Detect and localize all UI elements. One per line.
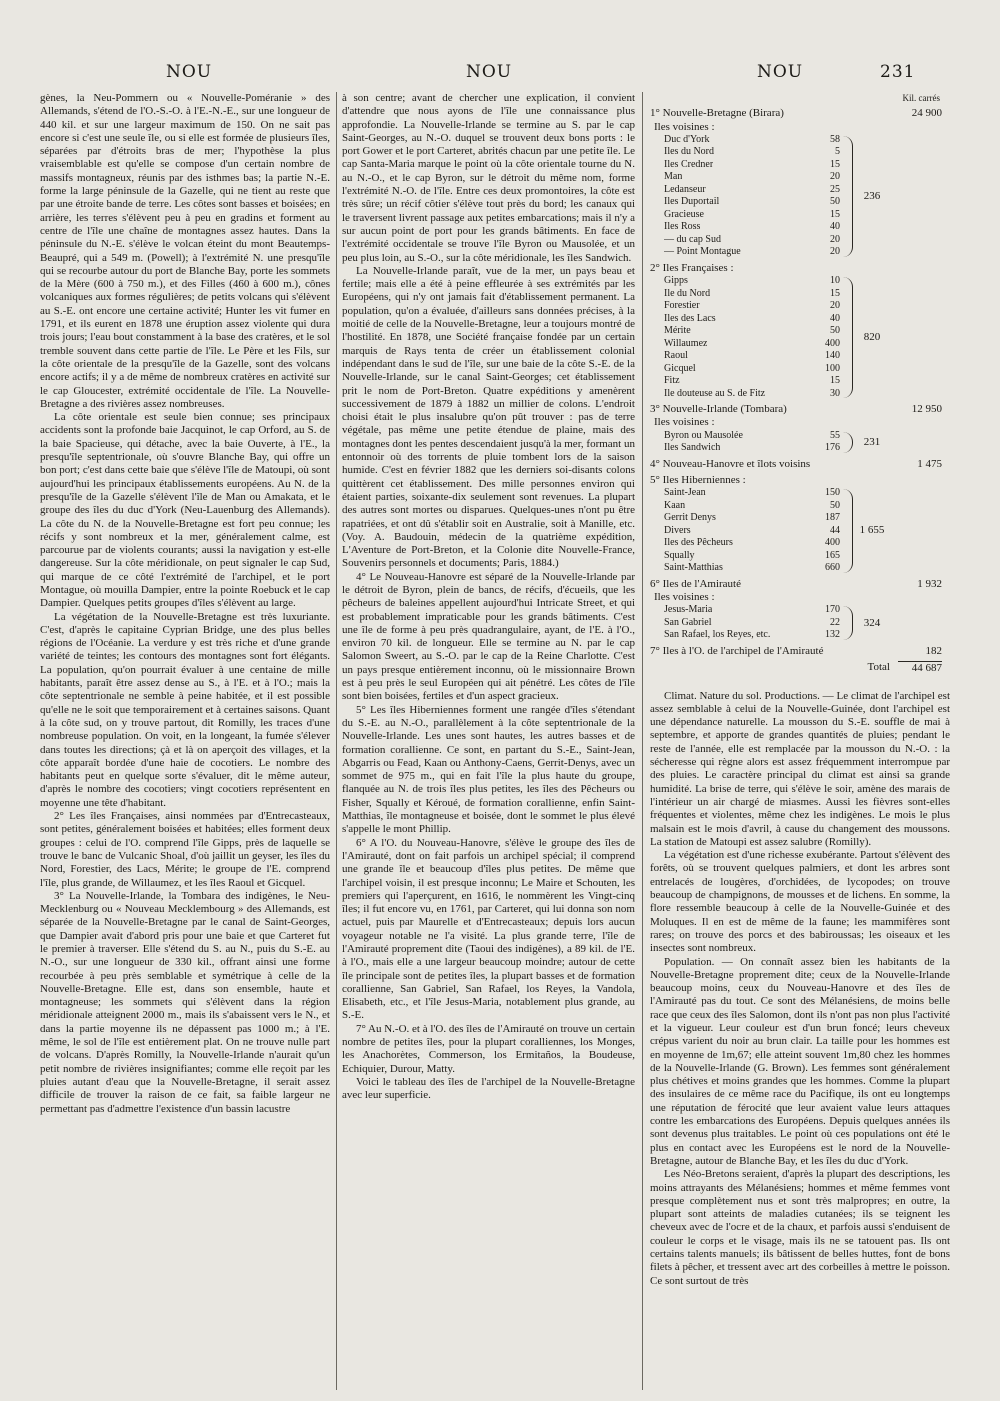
table-row-name: Mérite (664, 325, 691, 337)
table-row-value: 58 (830, 133, 840, 145)
table-row-value: 400 (825, 337, 840, 349)
text-column-3 (650, 92, 950, 1390)
table-row (664, 159, 840, 172)
table-row-name: Iles Sandwich (664, 442, 721, 454)
table-row (664, 196, 840, 209)
table-row-name: Raoul (664, 350, 688, 362)
table-row-value: 140 (825, 350, 840, 362)
table-row-name: Saint-Jean (664, 487, 706, 499)
table-row-value: 100 (825, 362, 840, 374)
table-row-value: 40 (830, 221, 840, 233)
table-row-value: 15 (830, 158, 840, 170)
table-row-name: Duc d'York (664, 133, 710, 145)
text-column-2 (342, 92, 635, 1390)
brace-mark (842, 136, 853, 257)
table-row-value: 660 (825, 562, 840, 574)
table-row-name: Ile douteuse au S. de Fitz (664, 387, 766, 399)
table-row-value: 5 (835, 146, 840, 158)
table-row-value: 50 (830, 325, 840, 337)
table-group-label: 4° Nouveau-Hanovre et îlots voisins (650, 457, 811, 470)
table-group-label: 3° Nouvelle-Irlande (Tombara) (650, 403, 787, 416)
table-group-label: 1° Nouvelle-Bretagne (Birara) (650, 107, 784, 120)
table-sublist (664, 134, 950, 259)
table-row-name: Gicquel (664, 362, 696, 374)
table-row (664, 184, 840, 197)
column-rule (642, 92, 643, 1390)
table-group-value: 182 (925, 644, 942, 657)
table-row (664, 246, 840, 259)
table-row (664, 325, 840, 338)
table-row-value: 20 (830, 171, 840, 183)
table-row-name: Iles des Lacs (664, 312, 716, 324)
text-column-1 (40, 92, 330, 1390)
paragraph: gènes, la Neu-Pommern ou « Nouvelle-Poméranie » des Allemands, s'étend de l'O.-S.-O. à l'E.-N.-E., sur une longueur de 440 kil. et sur une largeur maximum de 150. On ne sait pas encore si c'est une seule île, ou si elle est formée de plusieurs îles, séparées par d'étroits bras de mer; l'hypothèse la plus vraisemblable est qu'elle se compose d'un certain nombre de massifs montagneux, réunis par des isthmes bas; la partie N.-E. forme la large péninsule de la Gazelle, qui ne tient au reste que par une étroite bande de terre. Les côtes sont basses et boisées; en arrière, les terres s'élèvent peu à peu en gradins et forment au centre de l'île une chaîne de montagnes assez hautes. Dans la péninsule du N.-E. s'élève le volcan éteint du mont Beautemps-Beaupré, qui a 549 m. (Powell); à l'extrémité N. une presqu'île qui se recourbe autour du port de Blanche Bay, porte les sommets de la Mère (600 à 750 m.), et des Filles (460 à 600 m.), cônes volcaniques aux formes régulières; de petits volcans qui s'élèvent au S.-E. ont encore une certaine activité; Hunter les vit fumer en 1791, et ils eurent en 1878 une éruption assez violente qui dura trois jours; l'eau bout constamment à la base des cratères, et le sol tremble souvent dans cette partie de l'île. Le Père et les Fils, sur la côte orientale de la presqu'île de la Gazelle, sont des volcans encore actifs; il y a de même de nombreux cratères en activité sur le cap Gloucester, extrémité occidentale de l'île. La Nouvelle-Bretagne a des rivières assez nombreuses. (40, 92, 330, 410)
table-row-name: Iles des Pêcheurs (664, 537, 733, 549)
table-row-value: 165 (825, 549, 840, 561)
table-row-name: Fitz (664, 375, 680, 387)
table-subheader: Iles voisines : (654, 120, 715, 133)
table-row (664, 525, 840, 538)
table-group-value: 24 900 (911, 107, 942, 120)
table-row-value: 150 (825, 487, 840, 499)
table-row-name: Gerrit Denys (664, 512, 716, 524)
table-row-name: Man (664, 171, 683, 183)
table-row (664, 313, 840, 326)
table-row (664, 221, 840, 234)
table-row-value: 15 (830, 208, 840, 220)
table-group-value (898, 474, 942, 487)
table-groups (650, 107, 950, 658)
table-row (664, 562, 840, 575)
table-row-value: 40 (830, 312, 840, 324)
table-row-name: Willaumez (664, 337, 708, 349)
table-row-value: 187 (825, 512, 840, 524)
table-row (664, 134, 840, 147)
table-group (650, 578, 950, 642)
table-row-value: 20 (830, 300, 840, 312)
brace-mark (842, 432, 853, 453)
running-head-center: NOU (466, 62, 513, 82)
table-row-value: 50 (830, 499, 840, 511)
table-row-name: Saint-Matthias (664, 562, 723, 574)
paragraph: 6° A l'O. du Nouveau-Hanovre, s'élève le groupe des îles de l'Amirauté, dont on fait parfois un archipel spécial; il comprend une grande île et beaucoup d'îles plus petites. De même que l'archipel voisin, il est presque inconnu; Le Maire et Schouten, les premiers qui l'aperçurent, en 1616, le nommèrent les Vingt-cinq îles; il fut encore vu, en 1761, par Carteret, qui lui donna son nom actuel, puis par Maurelle et d'Entrecasteaux; depuis lors aucun voyageur notable ne l'a visité. La plus grande terre, l'île de l'Amirauté proprement dite (Taoui des indigènes), a 89 kil. de l'E. à l'O., mais elle a une largeur beaucoup moindre; autour de cette île principale sont de petites îles, la plupart basses et de formation corallienne, San Gabriel, San Rafael, los Reyes, la Vandola, Elisabeth, etc., et l'île Jesus-Maria, notablement plus grande, au S.-E. (342, 836, 635, 1022)
paragraph: Les Néo-Bretons seraient, d'après la plupart des descriptions, les moins attrayants des Mélanésiens; hommes et même femmes vont presque complètement nus et sont très malpropres; en outre, la plupart sont atteints de maladies cutanées; ils se teignent les cheveux avec de l'ocre et de la chaux, et parfois aussi s'enduisent de couleur le corps et le visage, mais ils ne se tatouent pas. Ils ont certains talents manuels; ils bâtissent de belles huttes, font de bons filets à pêcher, et tressent avec art des corbeilles à mettre le poisson. Ce sont surtout de très (650, 1168, 950, 1287)
table-group-header (650, 474, 950, 487)
table-row (664, 171, 840, 184)
table-row (664, 442, 840, 455)
paragraph: Population. — On connaît assez bien les habitants de la Nouvelle-Bretagne proprement dite; ceux de la Nouvelle-Irlande beaucoup moins, ceux du Nouveau-Hanovre et des îles de l'Amirauté pas du tout. Ce sont des Mélanésiens, de moins belle race que ceux des îles Salomon, dont ils n'ont pas non plus l'activité et la vigueur. Leur couleur est d'un brun foncé; leurs cheveux crépus varient du noir au brun clair. La taille pour les hommes est en moyenne de 1m,67; elle atteint souvent 1m,80 chez les hommes de la Nouvelle-Irlande (G. Brown). Les femmes sont généralement plus chétives et moins grandes que les hommes. Comme la plupart des insulaires de ce même race du Pacifique, ils ont eu longtemps une réputation de férocité que leur avaient value leurs attaques contre les embarcations des Européens. Depuis quelques années ils sont devenus plus traitables. Le point où ces populations ont été le plus en contact avec les Européens est le nord de la Nouvelle-Bretagne, autour de Blanche Bay, et les îles du duc d'York. (650, 955, 950, 1167)
table-row (664, 209, 840, 222)
table-group-label: 5° Iles Hiberniennes : (650, 474, 746, 487)
table-subheader: Iles voisines : (654, 416, 715, 429)
column-rule (336, 92, 337, 1390)
table-row-name: Iles du Nord (664, 146, 714, 158)
brace-mark (842, 489, 853, 573)
table-group (650, 403, 950, 455)
table-sublist (664, 487, 950, 575)
table-group (650, 474, 950, 575)
table-row (664, 537, 840, 550)
paragraph: 3° La Nouvelle-Irlande, la Tombara des indigènes, le Neu-Mecklenburg ou « Nouveau Mecklembourg » des Allemands, est séparée de la Nouvelle-Bretagne par le canal de Saint-Georges, que Dampier avait d'abord pris pour une baie et que Carteret fut le premier à traverser. Elle s'étend du S. au N., puis du S.-E. au N.-O., sur une longueur de 330 kil., offrant ainsi une forme recourbée à peu près semblable et symétrique à celle de la Nouvelle-Bretagne. Elle est, dans son ensemble, haute et montagneuse; les sommets qui s'élèvent dans la région méridionale atteignent 2000 m., mais ils s'abaissent vers le N., et dans la partie moyenne ils ne dépassent pas 1000 m.; à l'E. même, le sol de l'île est entièrement plat. On ne trouve nulle part de volcans. D'après Romilly, la Nouvelle-Irlande n'aurait qu'un petit nombre de rivières insignifiantes; comme elle reçoit par les pluies autant d'eau que la Nouvelle-Bretagne, il serait assez difficile de trouver la raison de ce fait, sa faible largeur ne permettant pas d'admettre l'existence d'un bassin lacustre (40, 889, 330, 1115)
table-subheader: Iles voisines : (654, 591, 715, 604)
table-group-header (650, 578, 950, 591)
table-row-value: 132 (825, 629, 840, 641)
paragraph: 7° Au N.-O. et à l'O. des îles de l'Amirauté on trouve un certain nombre de petites îles, pour la plupart coralliennes, los Monges, les Anachorètes, Commerson, los Ermitaños, la Boudeuse, Echiquier, Durour, Matty. (342, 1022, 635, 1075)
table-row-value: 22 (830, 616, 840, 628)
paragraph: 4° Le Nouveau-Hanovre est séparé de la Nouvelle-Irlande par le détroit de Byron, plein de bancs, de récifs, d'écueils, que les pêcheurs de baleines appellent aujourd'hui Intricate Street, et qui est probablement impraticable pour les grands bâtiments. C'est une île de forme à peu près quadrangulaire, ayant, de l'E. à l'O., environ 70 kil. de longueur. Elle se termine au N. par le cap Salomon Sweert, au S.-O. par le cap de la Reine Charlotte. C'est un pays presque entièrement inconnu, où le missionnaire Brown est à peu près le seul Européen qui ait pénétré. Les côtes de l'île sont bien boisées, fertiles et d'un aspect gracieux. (342, 570, 635, 703)
table-row-name: Iles Ross (664, 221, 701, 233)
table-row-value: 20 (830, 233, 840, 245)
table-group-label: 7° Iles à l'O. de l'archipel de l'Amirauté (650, 644, 824, 657)
table-row-name: Gipps (664, 275, 688, 287)
table-group-value: 1 475 (917, 457, 942, 470)
table-group-value: 1 932 (917, 577, 942, 590)
table-row-name: Ledanseur (664, 183, 706, 195)
table-group-label: 6° Iles de l'Amirauté (650, 577, 741, 590)
table-row (664, 234, 840, 247)
paragraph: La végétation est d'une richesse exubérante. Partout s'élèvent des forêts, où se trouvent quelques palmiers, et dont les arbres sont entrelacés de lougères, d'orchidées, de lycopodes; on trouve beaucoup de champignons, de mousses et de lichens. En somme, la flore ressemble beaucoup à celle de la Nouvelle-Guinée et des Moluques. Il en est de même de la faune; les mammifères sont rares; on trouve des porcs et des babiroussas; les oiseaux et les insectes sont nombreux. (650, 849, 950, 955)
table-row (664, 617, 840, 630)
paragraph: 2° Les îles Françaises, ainsi nommées par d'Entrecasteaux, sont petites, généralement boisées et habitées; elles forment deux groupes : celui de l'O. comprend l'île Gipps, près de laquelle se trouve le banc de Vulcanic Shoal, d'où jaillit un geyser, les îles du Nord, Forestier, des Lacs, Mérite; le groupe de l'E. comprend l'île, plus grande, de Willaumez, et les îles Raoul et Gicquel. (40, 810, 330, 889)
table-group-header (650, 645, 950, 658)
table-row-value: 44 (830, 524, 840, 536)
table-row (664, 550, 840, 563)
table-group-header (650, 262, 950, 275)
table-subtotal: 820 (863, 331, 881, 344)
paragraph: La côte orientale est seule bien connue; ses principaux accidents sont la profonde baie Jacquinot, le cap Orford, au S. de la baie Spacieuse, qui détache, avec la baie Ouverte, à l'E., la presqu'île septentrionale, où s'ouvre Blanche Bay, qui offre un bon port; c'est dans cette baie que s'élève l'île de Matoupi, où sont aujourd'hui les principaux établissements européens. Au N. de la presqu'île de la Gazelle s'élèvent l'île de Man ou Amakata, et le groupe des îles du duc d'York (Neu-Lauenburg des Allemands). La côte du N. de la Nouvelle-Bretagne est fort peu connue; les récifs y sont nombreux et la mer, généralement calme, est parcourue par de violents courants; aussi la navigation y est-elle dangereuse. Sur la côte méridionale, on peut signaler le cap Sud, qui marque de ce côté l'extrémité de l'archipel, et le port Montague, où mouilla Dampier, entre la pointe Roebuck et le cap Dampier. Quelques petits groupes d'îles s'élèvent au large. (40, 411, 330, 610)
table-row-name: Divers (664, 524, 691, 536)
table-row-value: 15 (830, 287, 840, 299)
table-row-name: — du cap Sud (664, 233, 721, 245)
table-row-name: Ile du Nord (664, 287, 711, 299)
page-number: 231 (880, 62, 916, 82)
table-row (664, 350, 840, 363)
brace-mark (842, 277, 853, 398)
paragraph: La végétation de la Nouvelle-Bretagne est très luxuriante. C'est, d'après le capitaine Cyprian Bridge, une des plus belles régions de l'Océanie. La verdure y est très riche et d'une grande variété de teintes; les contours des montagnes sont fort élégants. La population, qu'on pourrait évaluer à une centaine de mille habitants, paraît être assez dense au S., à l'E. et à l'O.; mais la côte septentrionale ne semble à peine habitée, et il est possible qu'elle ne le soit que temporairement et à certaines saisons. Quant à la côte sud, on y trouve partout, dit Romilly, les traces d'une nombreuse population. On voit, en la longeant, la fumée s'élever dans toutes les directions; çà et là on aperçoit des villages, et la côte apparaît bordée d'une haie de cocotiers. Le nombre des habitants peut en quelque sorte s'évaluer, dit le même auteur, d'après le nombre des cocotiers; vingt cocotiers représentent en moyenne une tête d'habitant. (40, 610, 330, 809)
table-group-header (650, 107, 950, 120)
table-row (664, 363, 840, 376)
table-row-name: San Rafael, los Reyes, etc. (664, 629, 771, 641)
table-group (650, 107, 950, 259)
table-row-name: Squally (664, 549, 695, 561)
paragraph: La Nouvelle-Irlande paraît, vue de la mer, un pays beau et fertile; mais elle a été à peine effleurée à ses extrémités par les Européens, qui n'y ont jamais fait d'établissement permanent. La population, qu'on a évaluée, d'ailleurs sans données précises, à la moitié de celle de la Nouvelle-Bretagne, leur a toujours montré de l'hostilité. En 1878, une Société française fondée par un certain marquis de Rays tenta de créer un établissement colonial indépendant dans le sud de l'île, sur une baie de la côte S.-E. de la Nouvelle-Irlande, sur le canal Saint-Georges; cet établissement prit le nom de Port-Breton. Quatre expéditions y amenèrent successivement de 1879 à 1882 un millier de colons. L'endroit choisi était le plus insalubre qu'on pût trouver : pas de terre végétale, pas même une petite étendue de plaine, mais des montagnes dont les pentes descendaient jusqu'à la mer, formant un entonnoir où des torrents de pluie tombent lors de la saison humide. C'est en février 1882 que les derniers soi-disants colons quittèrent cet établissement. Des mille personnes environ qui étaient parties, soixante-dix seulement sont revenues. La plupart des autres sont mortes ou disparues. Quelques-unes n'ont pu être rapatriées, et ont dû s'établir soit en Australie, soit à Manille, etc. (Voy. A. Baudouin, médecin de la quatrième expédition, L'Aventure de Port-Breton, et la Colonie dite Nouvelle-France, Souvenirs personnels et documents; Paris, 1884.) (342, 264, 635, 570)
table-group-label: 2° Iles Françaises : (650, 261, 734, 274)
running-head-left: NOU (166, 62, 213, 82)
table-row (664, 375, 840, 388)
running-head-right: NOU (757, 62, 804, 82)
paragraph: Voici le tableau des îles de l'archipel de la Nouvelle-Bretagne avec leur superficie. (342, 1075, 635, 1102)
table-unit-header: Kil. carrés (902, 93, 940, 103)
table-row-value: 10 (830, 275, 840, 287)
table-subtotal: 236 (863, 189, 881, 202)
paragraph: Climat. Nature du sol. Productions. — Le climat de l'archipel est assez semblable à celui de la Nouvelle-Guinée, dont l'archipel est une dépendance naturelle. La mousson du S.-E. souffle de mai à septembre, et apporte de grandes quantités de pluies; pendant le reste de l'année, elle est remplacée par la mousson du N.-O. : la sécheresse qui règne alors est assez fréquemment interrompue par des pluies. Le caractère principal du climat est ainsi sa grande humidité. La brise de terre, qui s'élève le soir, amène des marais de l'intérieur un air chargé de miasmes. Aussi les fièvres sont-elles fréquentes et violentes, même chez les indigènes. Le mois le plus malsain est le mois d'avril, à cause du changement des moussons. La station de Matoupi est assez salubre (Romilly). (650, 689, 950, 848)
table-row (664, 487, 840, 500)
table-row-value: 25 (830, 183, 840, 195)
table-group-header (650, 403, 950, 416)
table-row-name: Byron ou Mausolée (664, 429, 743, 441)
table-row (664, 146, 840, 159)
table-sublist (664, 430, 950, 455)
table-row (664, 604, 840, 617)
table-row (664, 288, 840, 301)
paragraph: 5° Les îles Hiberniennes forment une rangée d'îles s'étendant du S.-E. au N.-O., parallèlement à la côte septentrionale de la Nouvelle-Irlande. Les unes sont hautes, les autres basses et de formation corallienne. Ce sont, en partant du S.-E., Saint-Jean, Abgarris ou Fead, Kaan ou Anthony-Caens, Gerrit-Denys, avec un sommet de 975 m., qui en fait l'île la plus haute du groupe, flanquée au N. de trois îles plus petites, les îles des Pêcheurs ou Fisher, Squally et Kéroué, de formation corallienne, enfin Saint-Matthias, île montagneuse et boisée, dont le sommet le plus élevé s'appelle le mont Phillip. (342, 703, 635, 836)
table-row-name: Forestier (664, 300, 700, 312)
table-row-value: 50 (830, 196, 840, 208)
table-row-name: Gracieuse (664, 208, 704, 220)
table-row-name: Iles Credner (664, 158, 714, 170)
table-row (664, 300, 840, 313)
table-total-row (650, 661, 950, 675)
table-row-value: 20 (830, 246, 840, 258)
table-subtotal: 1 655 (859, 524, 885, 537)
table-sublist (664, 604, 950, 642)
table-group (650, 645, 950, 658)
table-row (664, 275, 840, 288)
table-subtotal: 231 (863, 435, 881, 448)
table-total-value: 44 687 (898, 661, 942, 675)
area-table (650, 92, 950, 676)
table-group-value (898, 262, 942, 275)
table-row-name: — Point Montague (664, 246, 741, 258)
table-row-name: San Gabriel (664, 616, 712, 628)
table-subtotal: 324 (863, 616, 881, 629)
table-row-value: 15 (830, 375, 840, 387)
table-total-label: Total (867, 661, 890, 674)
table-group-header (650, 458, 950, 471)
brace-mark (842, 606, 853, 640)
table-row-value: 170 (825, 604, 840, 616)
table-row (664, 500, 840, 513)
table-group-value: 12 950 (911, 403, 942, 416)
table-group (650, 262, 950, 400)
table-row-value: 176 (825, 442, 840, 454)
table-row (664, 629, 840, 642)
table-row-name: Jesus-Maria (664, 604, 713, 616)
table-group (650, 458, 950, 471)
table-sublist (664, 275, 950, 400)
paragraph: à son centre; avant de chercher une explication, il convient d'attendre que nous ayons de l'île une connaissance plus approfondie. La Nouvelle-Irlande se termine au S. par le cap Saint-Georges, au N.-O. duquel se trouvent deux bons ports : le port Gower et le port Carteret, abrités chacun par une petite île. Le cap Santa-Maria marque le point où la côte orientale tourne du N. au N.-O., et le cap Byron, sur le détroit du même nom, forme l'extrémité N.-O. de l'île. Entre ces deux promontoires, la côte est très sûre; un récif côtier s'élève tout près du bord; les canaux qui le traversent livrent passage aux petites embarcations; mais il n'y a sur aucun point de port pour les grands bâtiments. En face de l'extrémité occidentale se trouve l'île Byron ou Mausolée, et un peu plus loin, au S.-O., sur la côte méridionale, les îles Sandwich. (342, 92, 635, 264)
table-row-value: 30 (830, 387, 840, 399)
table-row (664, 512, 840, 525)
table-row-value: 55 (830, 429, 840, 441)
table-row (664, 430, 840, 443)
table-row (664, 388, 840, 401)
table-row-value: 400 (825, 537, 840, 549)
table-row-name: Kaan (664, 499, 686, 511)
table-row (664, 338, 840, 351)
table-row-name: Iles Duportail (664, 196, 720, 208)
